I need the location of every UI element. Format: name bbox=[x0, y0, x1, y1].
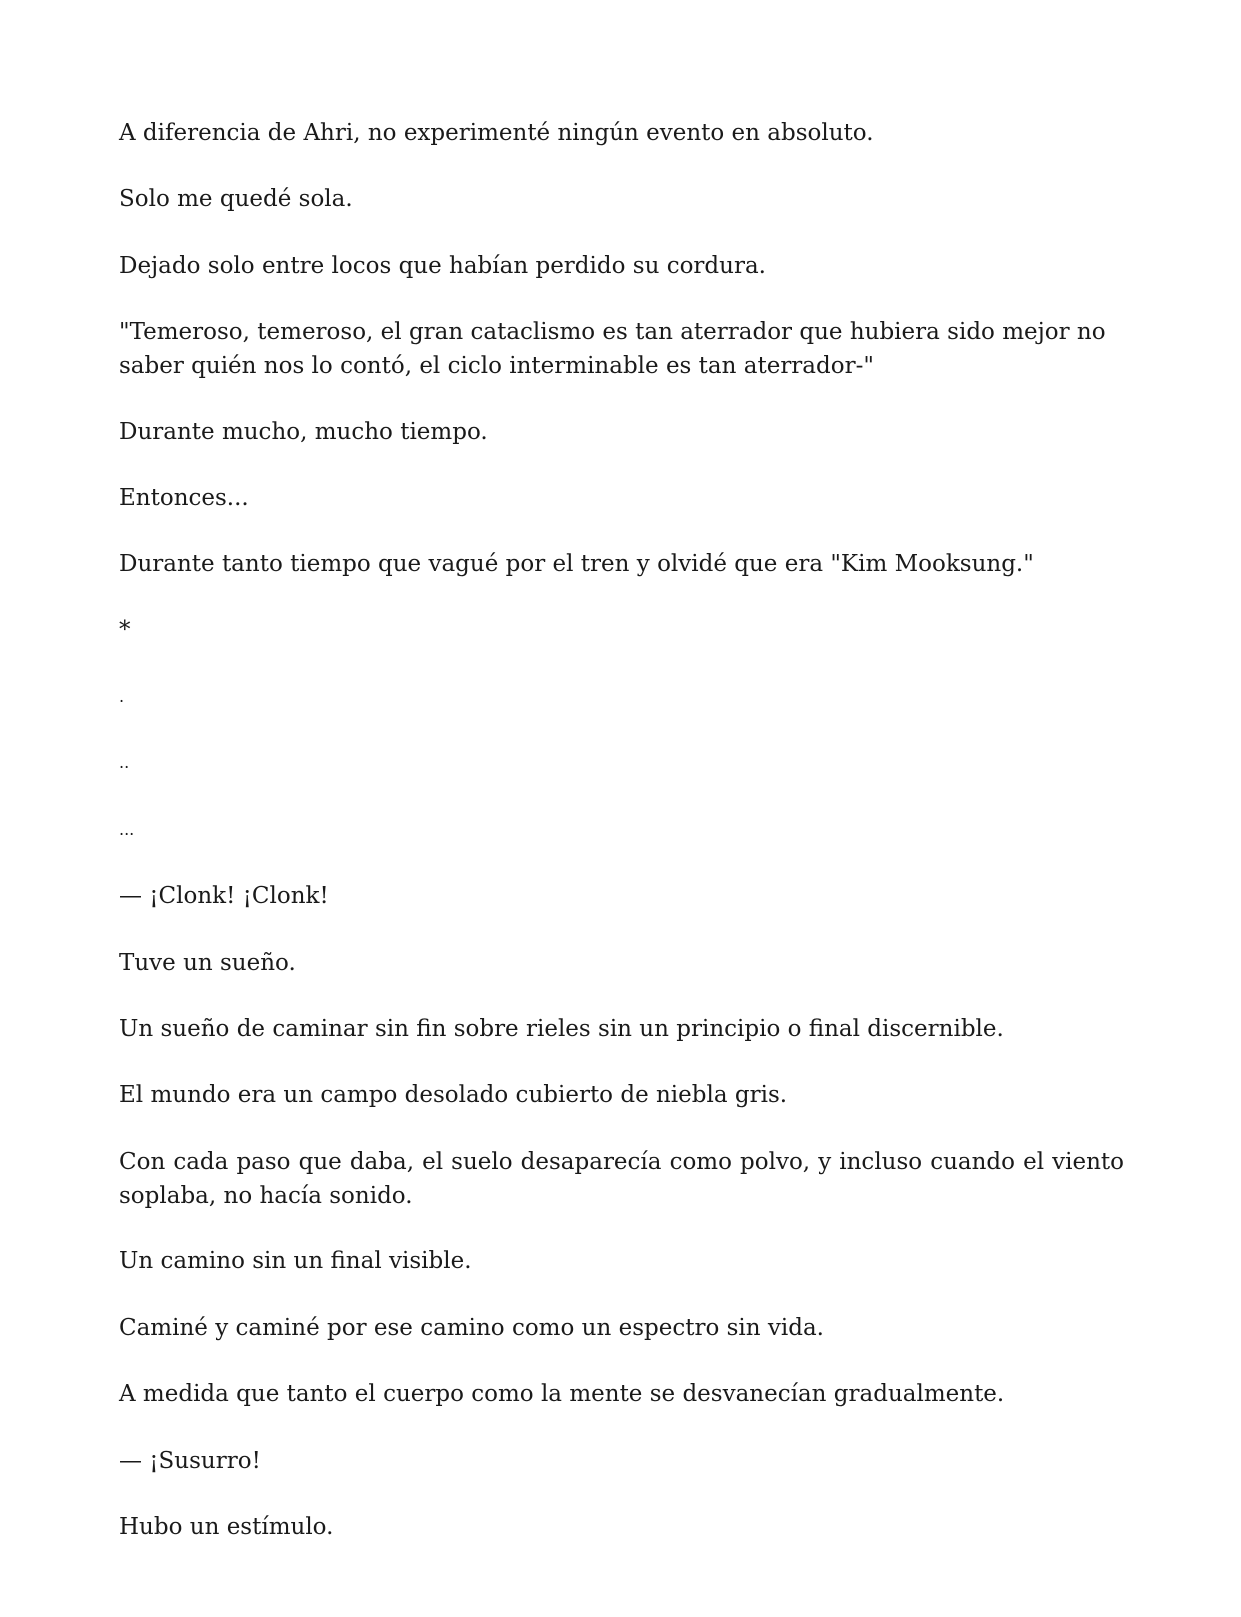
paragraph: Entonces... bbox=[119, 485, 249, 511]
paragraph: Con cada paso que daba, el suelo desaparecía como polvo, y incluso cuando el viento soplaba, no hacía sonido. bbox=[119, 1149, 1124, 1209]
paragraph: Durante mucho, mucho tiempo. bbox=[119, 419, 488, 445]
paragraph: Dejado solo entre locos que habían perdido su cordura. bbox=[119, 253, 766, 279]
paragraph: — ¡Clonk! ¡Clonk! bbox=[119, 883, 329, 909]
paragraph: Un camino sin un final visible. bbox=[119, 1248, 472, 1274]
paragraph: Hubo un estímulo. bbox=[119, 1514, 334, 1540]
ellipsis-line: . bbox=[119, 687, 125, 706]
scene-break-asterisk: * bbox=[119, 617, 131, 643]
paragraph: Tuve un sueño. bbox=[119, 950, 296, 976]
ellipsis-line: .. bbox=[119, 753, 130, 772]
paragraph: — ¡Susurro! bbox=[119, 1448, 261, 1474]
paragraph: Durante tanto tiempo que vagué por el tren y olvidé que era "Kim Mooksung." bbox=[119, 551, 1034, 577]
ellipsis-line: ... bbox=[119, 820, 135, 839]
paragraph: A diferencia de Ahri, no experimenté ningún evento en absoluto. bbox=[119, 120, 874, 146]
paragraph: "Temeroso, temeroso, el gran cataclismo es tan aterrador que hubiera sido mejor no saber quién nos lo contó, el ciclo interminable es tan aterrador-" bbox=[119, 319, 1106, 379]
paragraph: Solo me quedé sola. bbox=[119, 186, 353, 212]
paragraph: A medida que tanto el cuerpo como la mente se desvanecían gradualmente. bbox=[119, 1381, 1005, 1407]
paragraph: El mundo era un campo desolado cubierto de niebla gris. bbox=[119, 1082, 788, 1108]
paragraph: Un sueño de caminar sin fin sobre rieles sin un principio o final discernible. bbox=[119, 1016, 1004, 1042]
paragraph: Caminé y caminé por ese camino como un espectro sin vida. bbox=[119, 1315, 824, 1341]
